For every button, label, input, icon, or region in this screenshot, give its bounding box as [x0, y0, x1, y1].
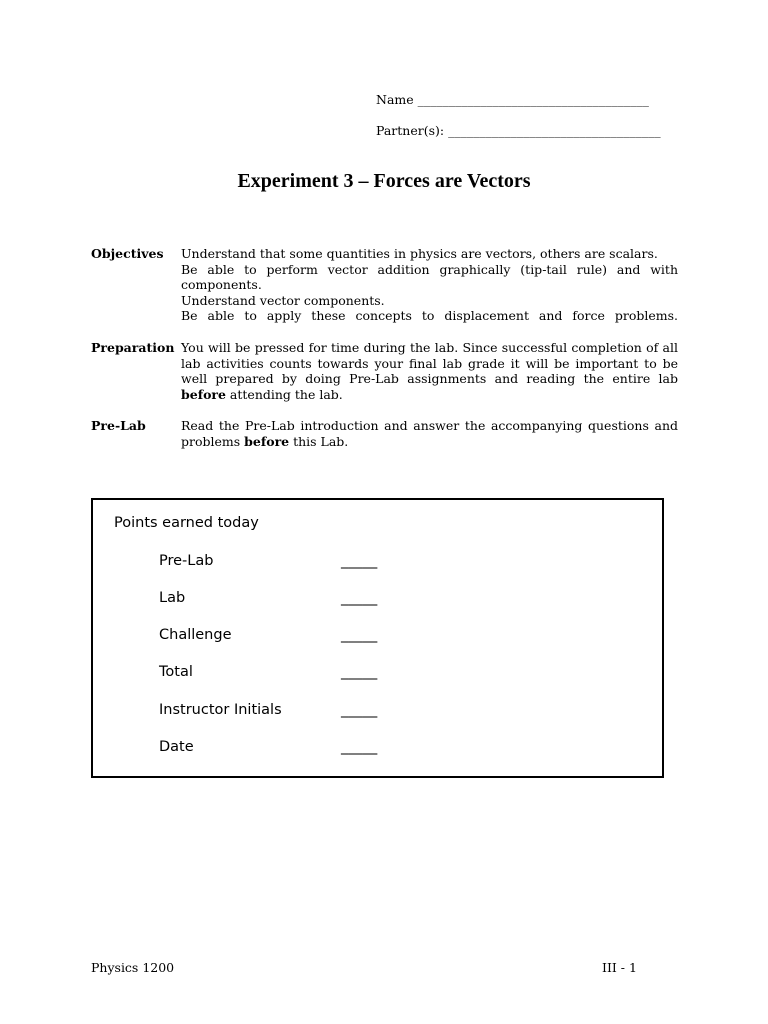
preparation-section [91, 340, 678, 402]
partner-field[interactable] [376, 123, 661, 138]
points-row-blank[interactable]: _____ [341, 590, 378, 606]
objective-line: Be able to apply these concepts to displacement and force problems. [181, 308, 678, 323]
points-row-label: Instructor Initials [159, 702, 282, 718]
points-row-blank[interactable]: _____ [341, 739, 378, 755]
points-row-blank[interactable]: _____ [341, 627, 378, 643]
name-blank: _____________________________________ [417, 92, 649, 107]
prelab-text: Read the Pre-Lab introduction and answer the accompanying questions and problems before this Lab. [181, 418, 678, 449]
points-row-label: Challenge [159, 627, 232, 643]
preparation-text: You will be pressed for time during the lab. Since successful completion of all lab activities counts towards your final lab grade it will be important to be well prepared by doing Pre-Lab assignments and reading the entire lab before attending the lab. [181, 340, 678, 402]
page-title: Experiment 3 – Forces are Vectors [237, 170, 531, 192]
name-label: Name [376, 92, 414, 107]
objective-line: Be able to perform vector addition graphically (tip-tail rule) and with components. [181, 261, 678, 292]
objectives-section [91, 246, 678, 324]
preparation-label: Preparation [91, 340, 175, 355]
preparation-bold: before [181, 386, 226, 402]
objective-line: Understand vector components. [181, 292, 385, 308]
objective-line: Understand that some quantities in physics are vectors, others are scalars. [181, 246, 658, 261]
points-title: Points earned today [114, 515, 259, 531]
prelab-section [91, 418, 678, 449]
prelab-bold: before [244, 433, 290, 449]
points-row-label: Lab [159, 590, 186, 606]
points-row-label: Total [159, 664, 193, 680]
footer-course: Physics 1200 [91, 960, 175, 975]
points-row-blank[interactable]: _____ [341, 664, 378, 680]
points-row-label: Pre-Lab [159, 553, 214, 569]
footer-page-number: III - 1 [602, 960, 637, 975]
prelab-label: Pre-Lab [91, 418, 146, 433]
partner-blank: __________________________________ [448, 123, 661, 138]
points-box [91, 498, 664, 778]
partner-label: Partner(s): [376, 123, 445, 138]
name-field[interactable] [376, 92, 649, 107]
points-row-blank[interactable]: _____ [341, 702, 378, 718]
points-row-label: Date [159, 739, 194, 755]
points-row-blank[interactable]: _____ [341, 553, 378, 569]
objectives-label: Objectives [91, 246, 164, 261]
